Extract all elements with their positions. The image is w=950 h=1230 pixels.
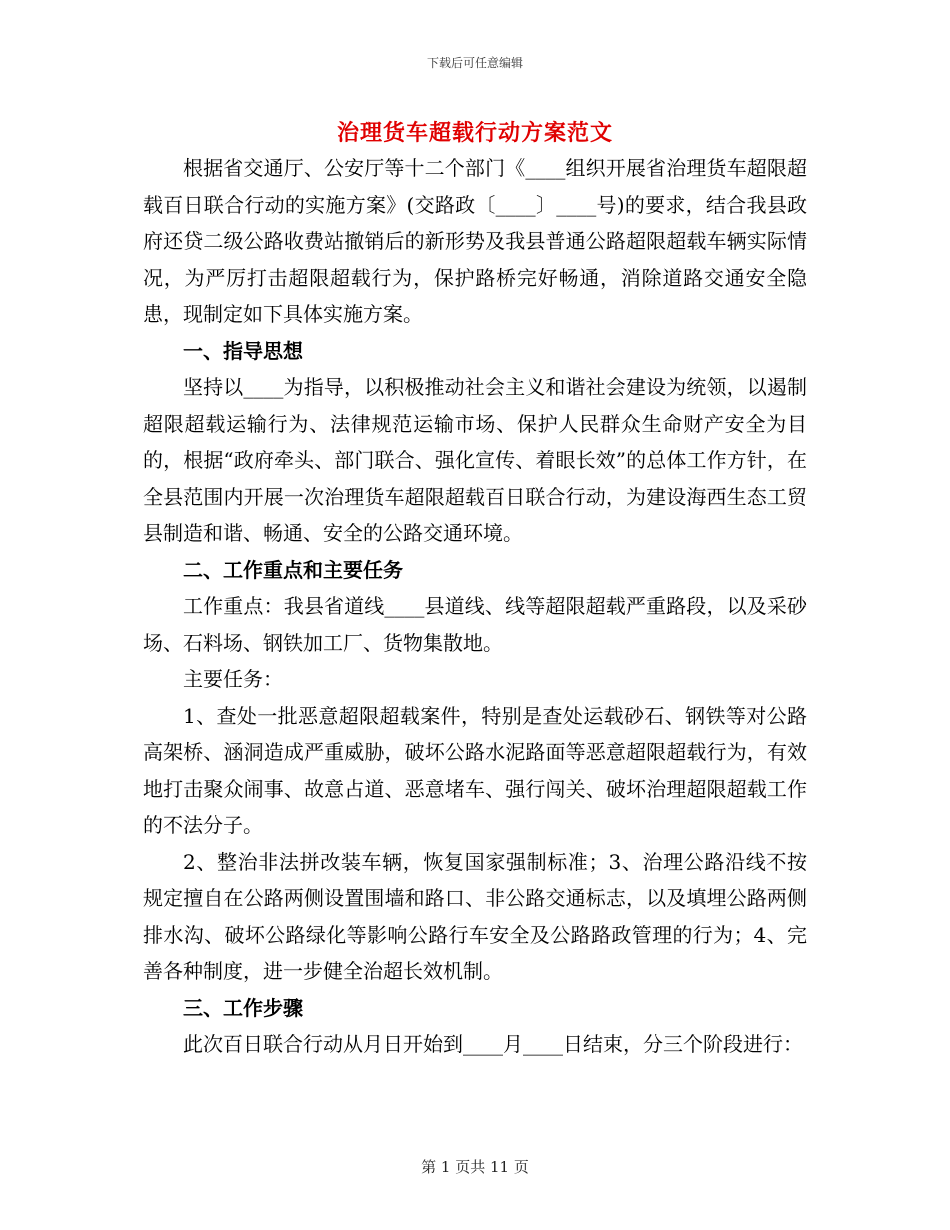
- section-heading-2: 二、工作重点和主要任务: [183, 557, 403, 582]
- document-title: 治理货车超载行动方案范文: [336, 120, 613, 146]
- page-number-footer: 第 1 页共 11 页: [421, 1158, 529, 1176]
- main-tasks-label: 主要任务：: [183, 667, 283, 691]
- section-heading-1: 一、指导思想: [183, 338, 303, 363]
- task-1-paragraph: 1、查处一批恶意超限超载案件，特别是查处运载砂石、钢铁等对公路高架桥、涵洞造成严重威胁，破坏公路水泥路面等恶意超限超载行为，有效地打击聚众闹事、故意占道、恶意堵车、强行闯关、破坏治理超限超载工作的不法分子。: [143, 703, 807, 837]
- document-body: [143, 150, 807, 1063]
- header-note: 下载后可任意编辑: [426, 56, 523, 70]
- task-2-4-paragraph: 2、整治非法拼改装车辆，恢复国家强制标准；3、治理公路沿线不按规定擅自在公路两侧设置围墙和路口、非公路交通标志，以及填埋公路两侧排水沟、破坏公路绿化等影响公路行车安全及公路路政管理的行为；4、完善各种制度，进一步健全治超长效机制。: [143, 849, 807, 983]
- intro-paragraph: 根据省交通厅、公安厅等十二个部门《____组织开展省治理货车超限超载百日联合行动的实施方案》(交路政〔____〕____号)的要求，结合我县政府还贷二级公路收费站撤销后的新形势及我县普通公路超限超载车辆实际情况，为严厉打击超限超载行为，保护路桥完好畅通，消除道路交通安全隐患，现制定如下具体实施方案。: [143, 156, 807, 326]
- guiding-thought-paragraph: 坚持以____为指导，以积极推动社会主义和谐社会建设为统领，以遏制超限超载运输行为、法律规范运输市场、保护人民群众生命财产安全为目的，根据“政府牵头、部门联合、强化宣传、着眼长效”的总体工作方针，在全县范围内开展一次治理货车超限超载百日联合行动，为建设海西生态工贸县制造和谐、畅通、安全的公路交通环境。: [143, 375, 807, 545]
- work-steps-paragraph: 此次百日联合行动从月日开始到____月____日结束，分三个阶段进行：: [183, 1032, 803, 1056]
- work-focus-paragraph: 工作重点：我县省道线____县道线、线等超限超载严重路段，以及采砂场、石料场、钢铁加工厂、货物集散地。: [143, 594, 807, 655]
- section-heading-3: 三、工作步骤: [183, 995, 303, 1020]
